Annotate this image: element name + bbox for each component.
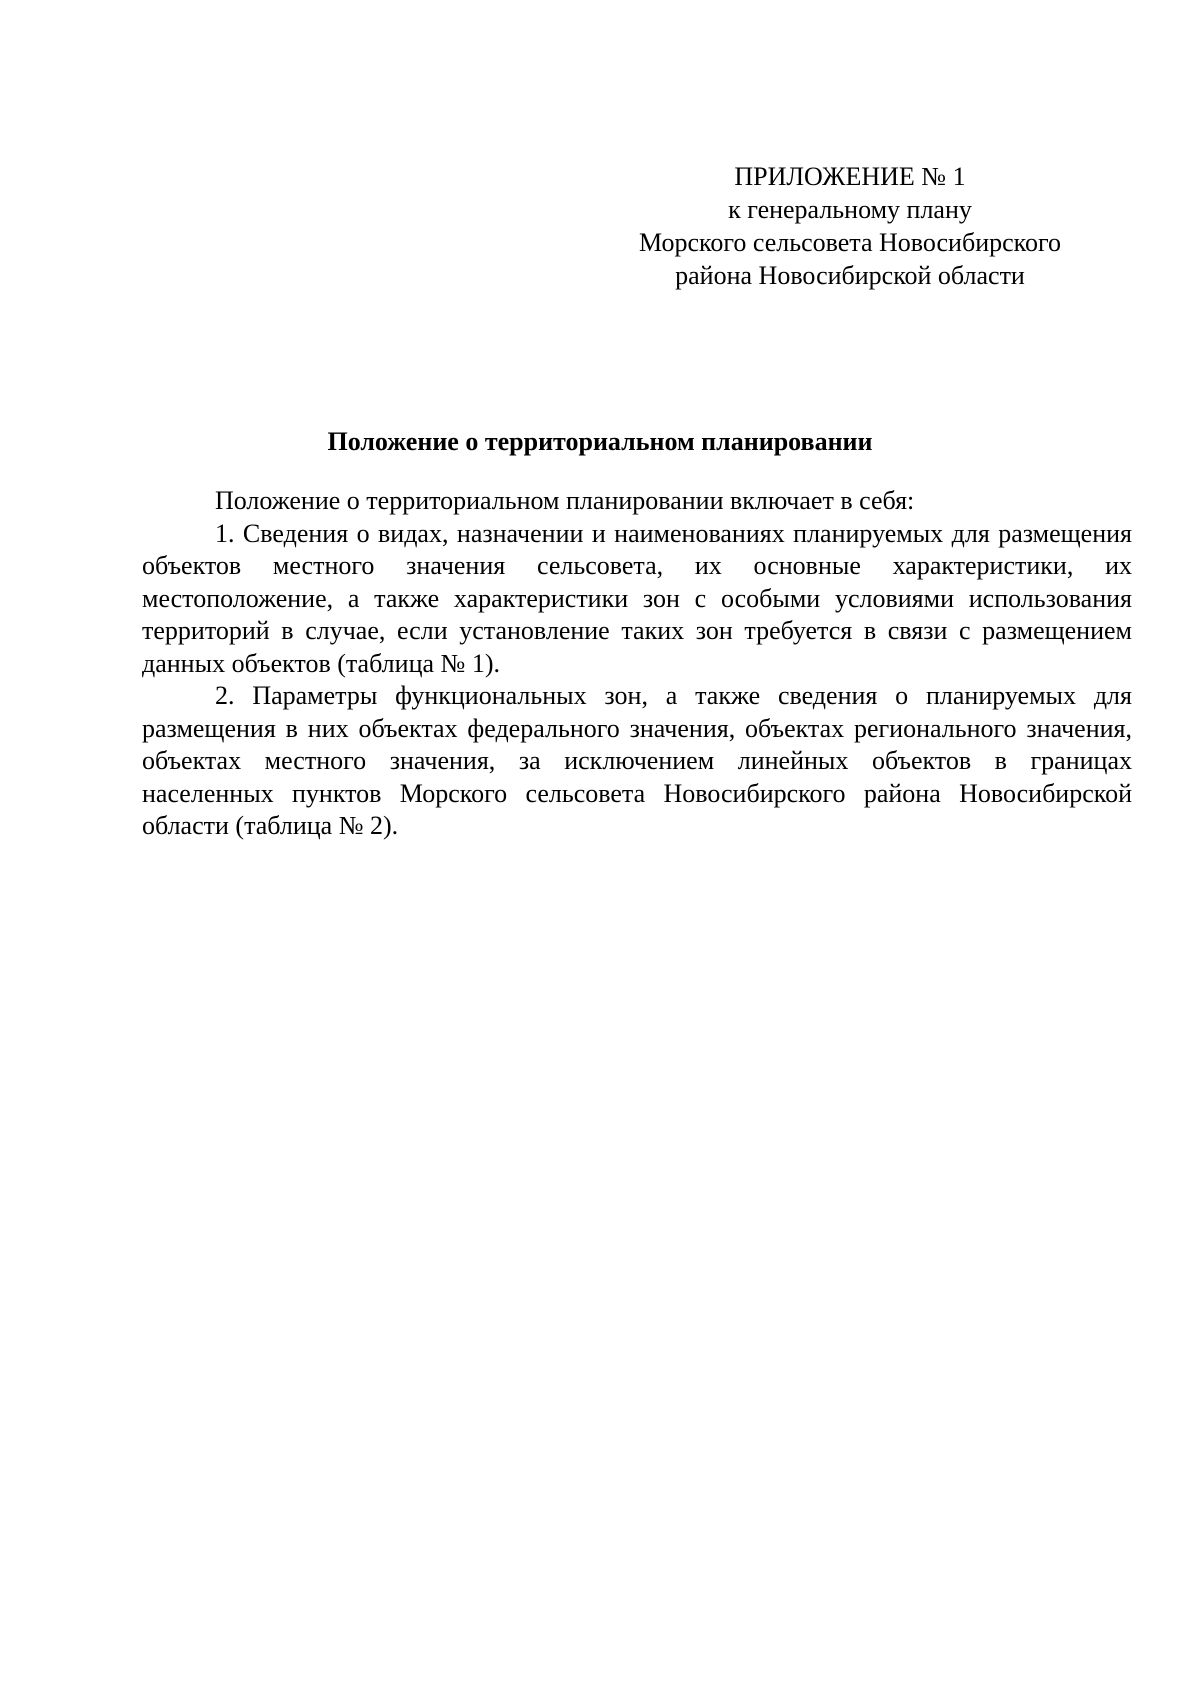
body-text <box>142 485 1132 843</box>
intro-paragraph: Положение о территориальном планировании включает в себя: <box>215 486 915 515</box>
appendix-line-region: района Новосибирской области <box>675 261 1025 290</box>
section-heading: Положение о территориальном планировании <box>327 427 873 456</box>
list-item-2: 2. Параметры функциональных зон, а также сведения о планируемых для размещения в них объектах федерального значения, объектах регионального значения, объектах местного значения, за исключением линейных объектов в границах населенных пунктов Морского сельсовета Новосибирского района Новосибирской области (таблица № 2). <box>142 681 1132 840</box>
appendix-line-plan: к генеральному плану <box>728 195 972 224</box>
list-item-1: 1. Сведения о видах, назначении и наименованиях планируемых для размещения объектов местного значения сельсовета, их основные характеристики, их местоположение, а также характеристики зон с особыми условиями использования территорий в случае, если установление таких зон требуется в связи с размещением данных объектов (таблица № 1). <box>142 518 1132 678</box>
appendix-block <box>600 160 1100 292</box>
appendix-line-council: Морского сельсовета Новосибирского <box>639 228 1061 257</box>
appendix-title: ПРИЛОЖЕНИЕ № 1 <box>734 162 966 191</box>
